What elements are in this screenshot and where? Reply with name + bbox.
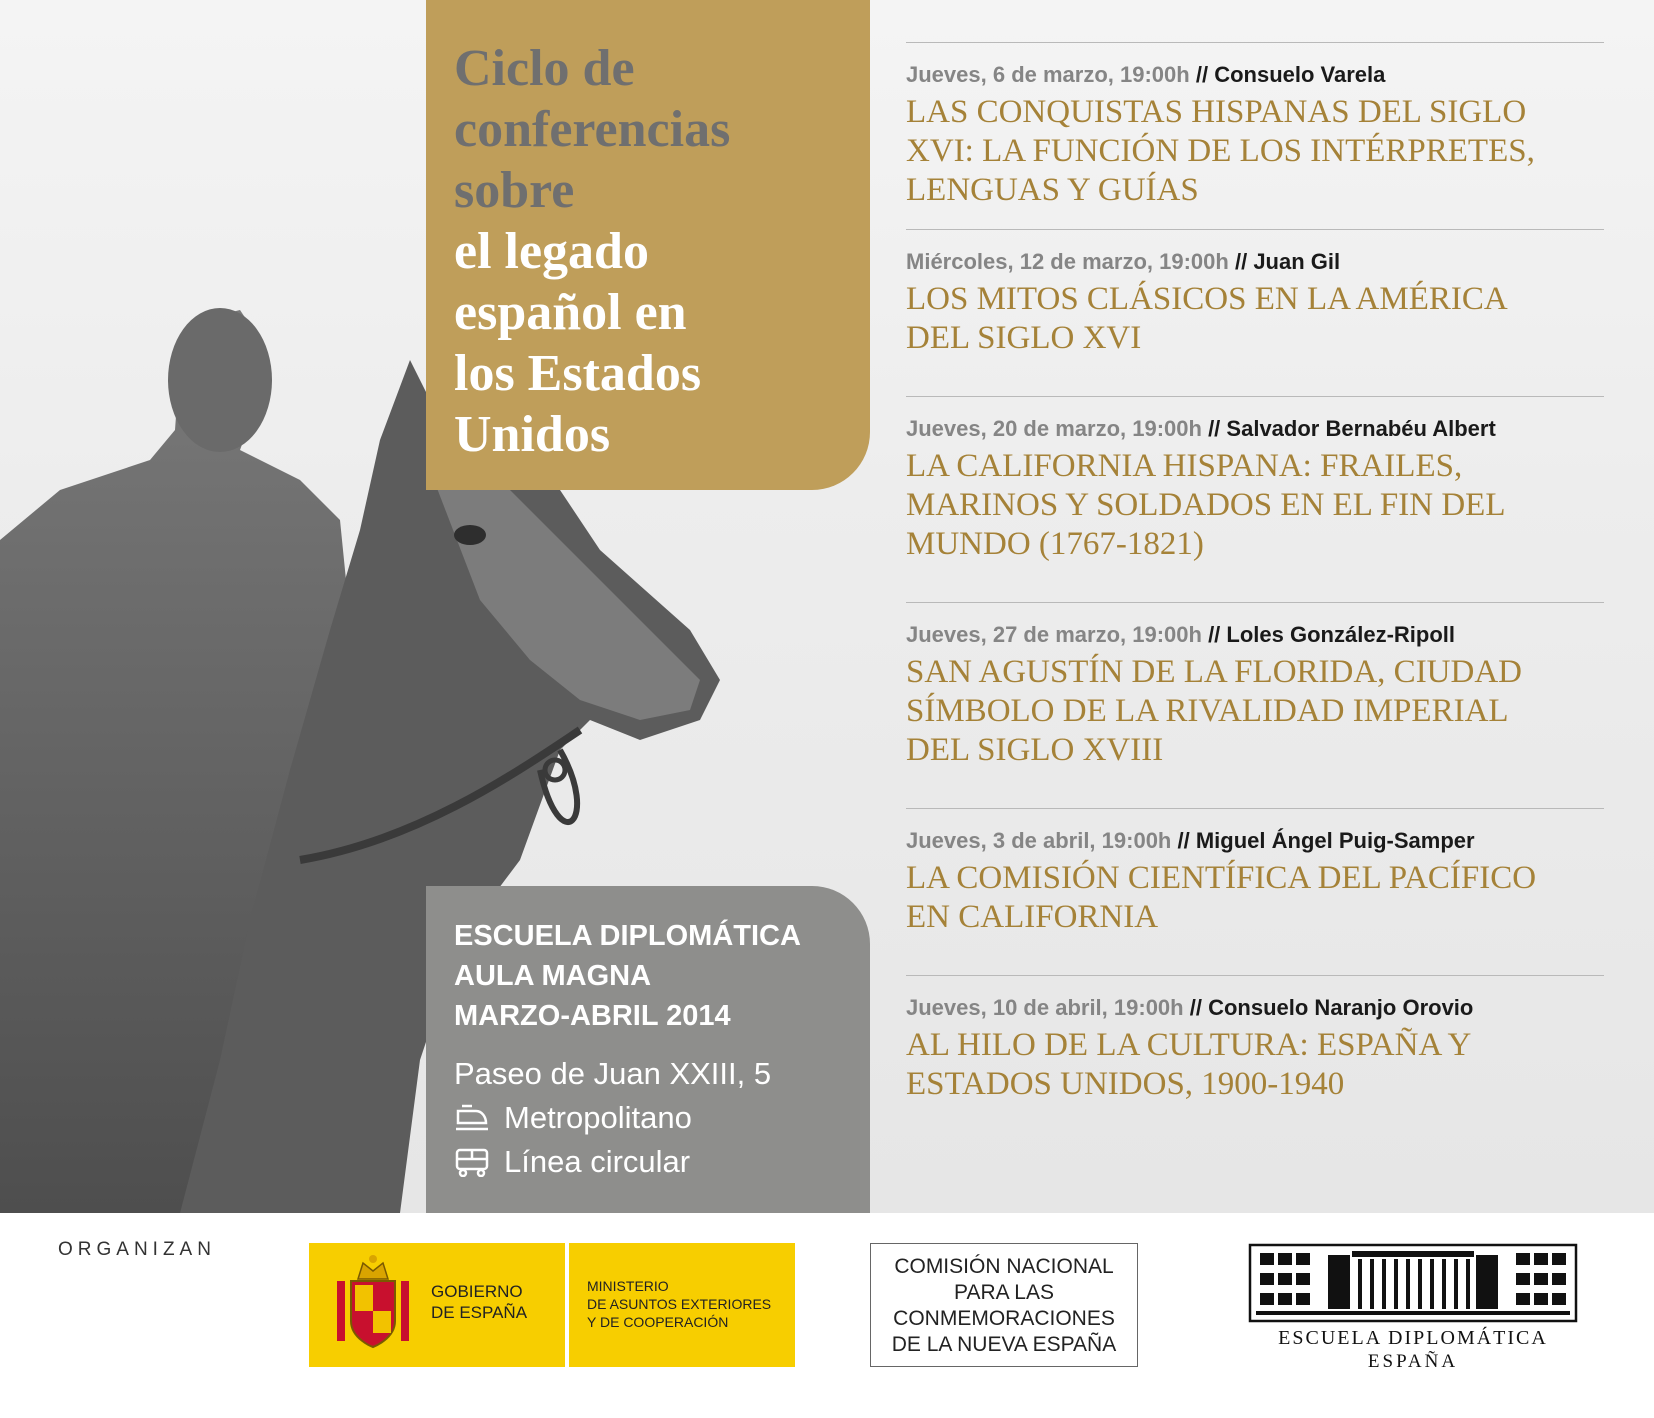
metro-label: Metropolitano [504,1100,692,1135]
venue-box [426,886,870,1213]
event-title: SAN AGUSTÍN DE LA FLORIDA, CIUDAD SÍMBOLO DE LA RIVALIDAD IMPERIAL DEL SIGLO XVIII [906,654,1523,768]
event-item: Jueves, 6 de marzo, 19:00h // Consuelo Varela LAS CONQUISTAS HISPANAS DEL SIGLO XVI: LA FUNCIÓN DE LOS INTÉRPRETES, LENGUAS Y GUÍAS [906,42,1604,229]
venue-line: AULA MAGNA [454,960,652,992]
event-title: LOS MITOS CLÁSICOS EN LA AMÉRICA DEL SIGLO XVI [906,281,1508,356]
event-title: LAS CONQUISTAS HISPANAS DEL SIGLO XVI: LA FUNCIÓN DE LOS INTÉRPRETES, LENGUAS Y GUÍAS [906,94,1535,208]
event-item: Jueves, 10 de abril, 19:00h // Consuelo Naranjo Orovio AL HILO DE LA CULTURA: ESPAÑA Y ESTADOS UNIDOS, 1900-1940 [906,975,1604,1115]
venue-line: ESCUELA DIPLOMÁTICA [454,920,801,952]
event-date: Jueves, 10 de abril, 19:00h [906,995,1184,1020]
event-speaker: Loles González-Ripoll [1226,622,1455,647]
bus-icon [454,1147,490,1177]
gobierno-text: GOBIERNO DE ESPAÑA [431,1282,528,1322]
events-list [906,42,1604,1115]
event-date: Jueves, 6 de marzo, 19:00h [906,62,1190,87]
escuela-country: ESPAÑA [1367,1351,1459,1372]
escuela-name: ESCUELA DIPLOMÁTICA [1278,1327,1548,1349]
building-icon [1248,1243,1578,1327]
venue-address: Paseo de Juan XXIII, 5 [454,1056,772,1091]
event-speaker: Salvador Bernabéu Albert [1226,416,1496,441]
gobierno-logo [309,1243,565,1367]
footer [0,1213,1654,1418]
event-title: AL HILO DE LA CULTURA: ESPAÑA Y ESTADOS UNIDOS, 1900-1940 [906,1027,1472,1102]
event-date: Jueves, 20 de marzo, 19:00h [906,416,1202,441]
event-date: Miércoles, 12 de marzo, 19:00h [906,249,1229,274]
title-box [426,0,870,490]
event-title: LA COMISIÓN CIENTÍFICA DEL PACÍFICO EN CALIFORNIA [906,860,1537,935]
event-item: Jueves, 3 de abril, 19:00h // Miguel Ángel Puig-Samper LA COMISIÓN CIENTÍFICA DEL PACÍFICO EN CALIFORNIA [906,808,1604,975]
event-speaker: Miguel Ángel Puig-Samper [1195,828,1475,853]
event-item: Miércoles, 12 de marzo, 19:00h // Juan Gil LOS MITOS CLÁSICOS EN LA AMÉRICA DEL SIGLO XVI [906,229,1604,396]
metro-icon [454,1103,490,1133]
event-speaker: Juan Gil [1253,249,1341,274]
ministerio-logo [565,1243,795,1367]
ministerio-text: MINISTERIO DE ASUNTOS EXTERIORES Y DE COOPERACIÓN [587,1278,772,1330]
event-speaker: Consuelo Varela [1214,62,1386,87]
bus-line [454,1140,690,1184]
escuela-diplomatica-logo [1248,1243,1578,1383]
event-date: Jueves, 3 de abril, 19:00h [906,828,1172,853]
event-title: LA CALIFORNIA HISPANA: FRAILES, MARINOS Y SOLDADOS EN EL FIN DEL MUNDO (1767-1821) [906,448,1506,562]
title-grey-part: Ciclo de conferencias sobre [454,40,731,219]
comision-text: COMISIÓN NACIONAL PARA LAS CONMEMORACIONES DE LA NUEVA ESPAÑA [891,1255,1117,1356]
event-date: Jueves, 27 de marzo, 19:00h [906,622,1202,647]
event-item: Jueves, 20 de marzo, 19:00h // Salvador Bernabéu Albert LA CALIFORNIA HISPANA: FRAILES, MARINOS Y SOLDADOS EN EL FIN DEL MUNDO (1767-1821) [906,396,1604,602]
coat-of-arms-icon [323,1251,423,1361]
comision-logo [870,1243,1138,1367]
venue-line: MARZO-ABRIL 2014 [454,1000,731,1032]
organizan-label: ORGANIZAN [58,1239,216,1260]
title-white-part: el legado español en los Estados Unidos [454,223,702,463]
event-speaker: Consuelo Naranjo Orovio [1208,995,1474,1020]
event-item: Jueves, 27 de marzo, 19:00h // Loles González-Ripoll SAN AGUSTÍN DE LA FLORIDA, CIUDAD SÍMBOLO DE LA RIVALIDAD IMPERIAL DEL SIGLO XVIII [906,602,1604,808]
metro-line [454,1096,692,1140]
bus-label: Línea circular [504,1144,691,1179]
